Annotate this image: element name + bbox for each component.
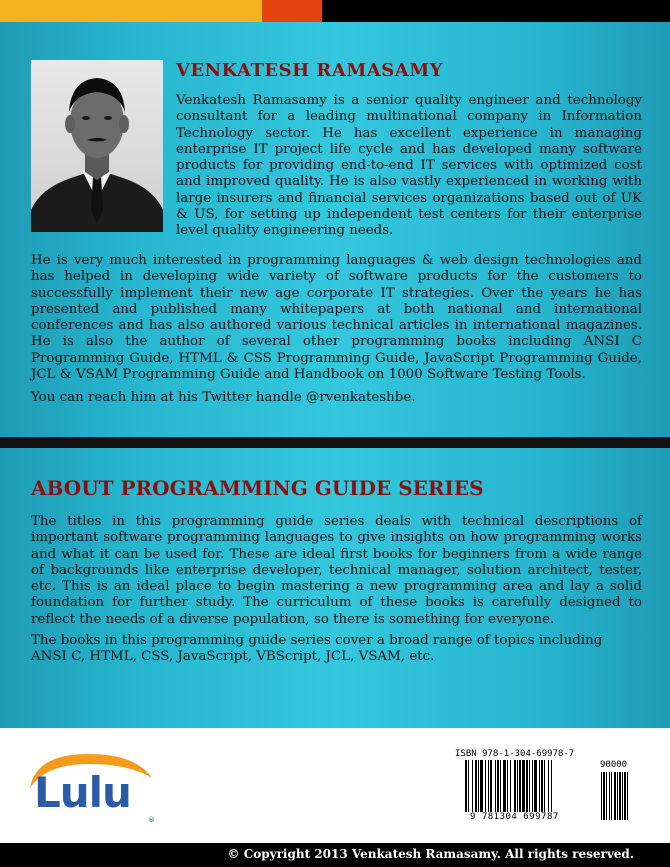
top-color-bar xyxy=(0,0,670,22)
author-bio-intro: Venkatesh Ramasamy is a senior quality engineer and technology consultant for a leading multinational company in Information Technology sector. He has excellent experience in managing enterprise IT project life cycle and has developed many software products for providing end-to-end IT services with optimized cost and improved quality. He is also vastly experienced in working with large insurers and financial services organizations based out of UK & US, for setting up independent test centers for their enterprise level quality engineering needs. xyxy=(176,93,642,239)
barcode-number: 9 781304 699787 xyxy=(470,812,559,822)
series-heading: ABOUT PROGRAMMING GUIDE SERIES xyxy=(31,476,484,500)
series-description: The titles in this programming guide series deals with technical descriptions of important software programming languages to give insights on how programming works and what it can be used for. These are ideal first books for beginners from a wide range of backgrounds like enterprise developer, technical manager, solution architect, tester, etc. This is an ideal place to begin mastering a new programming area and lay a solid foundation for further study. The curriculum of these books is carefully designed to reflect the needs of a diverse population, so there is something for everyone. xyxy=(31,514,642,627)
author-twitter-note: You can reach him at his Twitter handle @rvenkateshbe. xyxy=(31,390,416,405)
series-topics: The books in this programming guide series cover a broad range of topics including ANSI C, HTML, CSS, JavaScript, VBScript, JCL, VSAM, etc. xyxy=(31,633,603,665)
isbn-label: ISBN 978-1-304-69978-7 xyxy=(455,749,575,759)
copyright-text: © Copyright 2013 Venkatesh Ramasamy. All rights reserved. xyxy=(227,847,634,861)
price-code: 90000 xyxy=(600,760,628,770)
author-name: VENKATESH RAMASAMY xyxy=(176,60,443,81)
author-bio-details: He is very much interested in programming languages & web design technologies and has helped in developing wide variety of software products for the customers to successfully implement their new age corporate IT strategies. Over the years he has presented and published many whitepapers at both national and international conferences and has also authored various technical articles in international magazines. He is also the author of several other programming books including ANSI C Programming Guide, HTML & CSS Programming Guide, JavaScript Programming Guide, JCL & VSAM Programming Guide and Handbook on 1000 Software Testing Tools. xyxy=(31,253,642,383)
svg-text:®: ® xyxy=(148,816,155,824)
lulu-logo-text: Lulu xyxy=(34,768,131,817)
author-photo xyxy=(31,60,163,232)
top-bar-black xyxy=(322,0,670,22)
author-portrait-image xyxy=(31,60,163,232)
top-bar-yellow xyxy=(0,0,262,22)
section-divider xyxy=(0,437,670,448)
top-bar-orange xyxy=(262,0,322,22)
